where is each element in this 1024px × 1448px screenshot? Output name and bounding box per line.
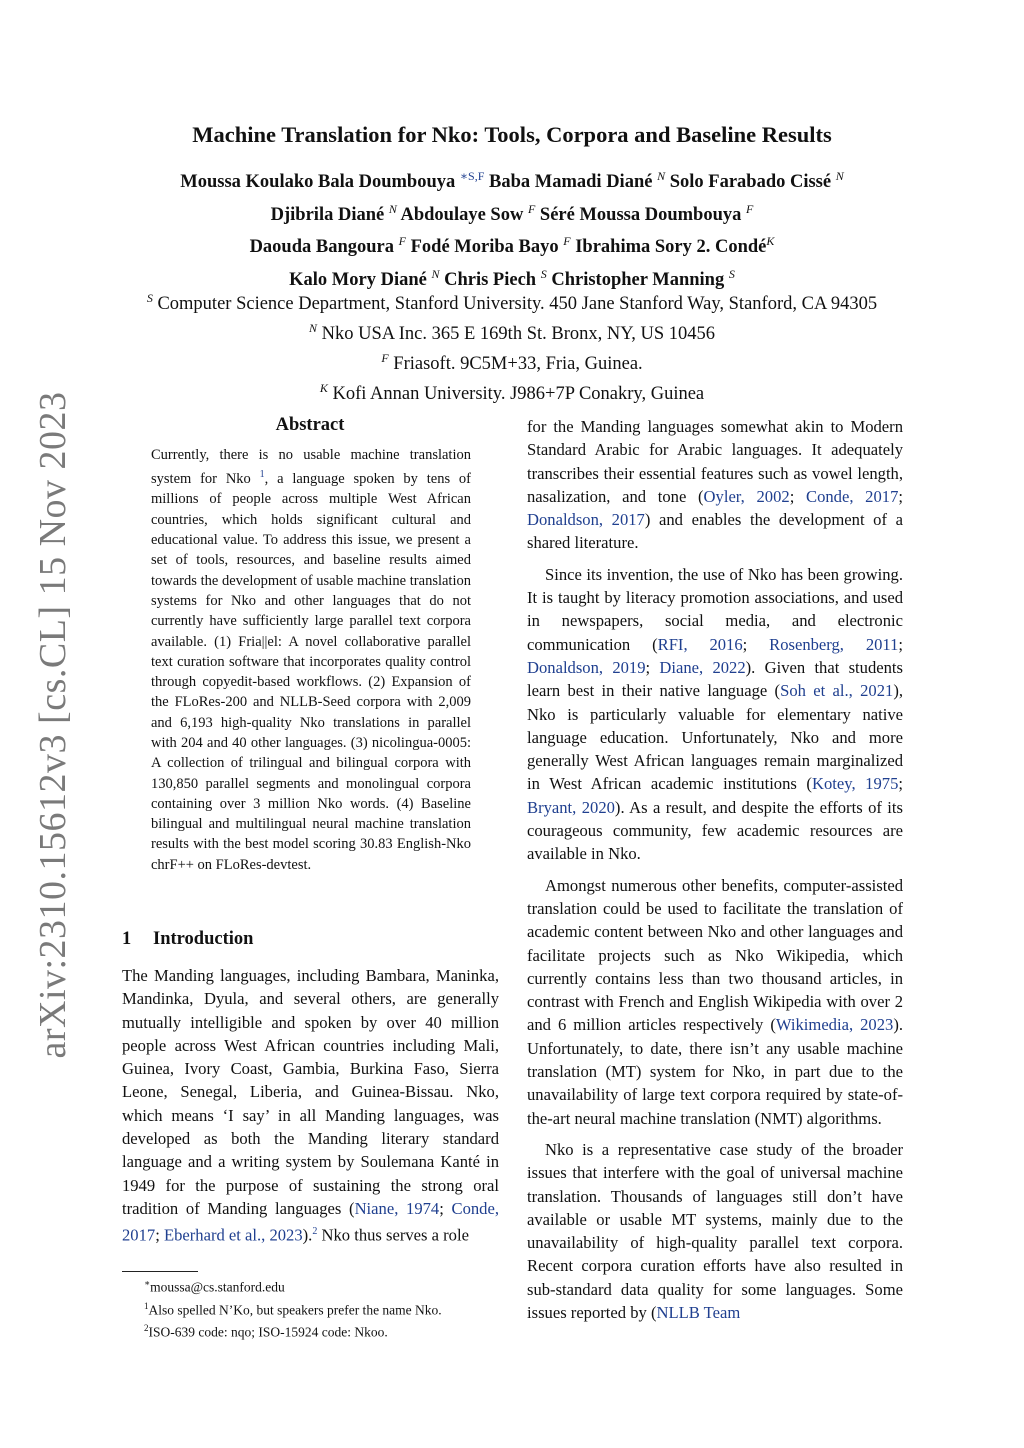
- author-affil-mark: ∗S,F: [459, 169, 485, 183]
- author-affil-mark: K: [766, 234, 775, 249]
- affiliation-friasoft: [0, 346, 1024, 376]
- footnote-ref[interactable]: 2: [312, 1226, 318, 1238]
- affiliation-mark: N: [309, 321, 318, 336]
- paragraph-text: ). As a result, and despite the efforts of its courageous community, few academic resources are available in Nko.: [527, 797, 903, 864]
- affiliation-text: Computer Science Department, Stanford University. 450 Jane Stanford Way, Stanford, CA 94305: [157, 294, 878, 315]
- author-affil-mark: N: [835, 169, 844, 183]
- paper-title: Machine Translation for Nko: Tools, Corpora and Baseline Results: [192, 122, 832, 147]
- author-affil-mark: N: [657, 169, 666, 183]
- citation-separator: ;: [898, 774, 903, 794]
- author-line-2: [0, 196, 1024, 229]
- paragraph-text: ).: [302, 1225, 313, 1245]
- paragraph: [527, 874, 903, 1130]
- right-column: [527, 415, 903, 1332]
- footnote-mark: ∗: [144, 1278, 151, 1288]
- paragraph-continuation: [527, 415, 903, 555]
- footnote-text: Also spelled N’Ko, but speakers prefer the name Nko.: [148, 1302, 442, 1317]
- abstract-heading: Abstract: [275, 415, 345, 435]
- citation-separator: ;: [898, 634, 904, 654]
- citation-link[interactable]: RFI, 2016: [657, 634, 743, 654]
- author-line-3: [0, 228, 1024, 261]
- affiliation-text: Friasoft. 9C5M+33, Fria, Guinea.: [393, 354, 643, 375]
- section-title: Introduction: [153, 929, 254, 949]
- citation-link[interactable]: NLLB Team: [656, 1302, 741, 1322]
- author: Séré Moussa Doumbouya: [539, 204, 742, 225]
- author: Baba Mamadi Diané: [489, 172, 653, 193]
- author-affil-mark: N: [431, 266, 440, 281]
- citation-link[interactable]: Conde, 2017: [806, 486, 899, 506]
- author: Djibrila Diané: [270, 204, 385, 225]
- author-affil-mark: F: [398, 234, 406, 249]
- citation-link[interactable]: Wikimedia, 2023: [775, 1015, 894, 1035]
- paragraph-text: ), Nko is particularly valuable for elementary native language education. Unfortunately, Nko and more generally West African languages remain marginalized in West African academic institutions (: [527, 681, 903, 794]
- paragraph-text: for the Manding languages somewhat akin to Modern Standard Arabic for Arabic languages. It adequately transcribes their essential features such as vowel length, nasalization, and tone (: [527, 417, 903, 506]
- footnote-text: moussa@cs.stanford.edu: [150, 1279, 285, 1295]
- paragraph-text: Nko is a representative case study of the broader issues that interfere with the goal of universal machine translation. Thousands of languages still don’t have available or usable MT systems, mainly due to the unavailability of high-quality parallel text corpora. Recent corpora curation efforts have also resulted in sub-standard data quality for some languages. Some issues reported by (: [527, 1139, 903, 1322]
- author: Ibrahima Sory 2. Condé: [575, 237, 767, 258]
- paragraph-text: Nko thus serves a role: [317, 1225, 469, 1245]
- author: Daouda Bangoura: [249, 237, 395, 258]
- affiliation-mark: F: [381, 351, 389, 366]
- footnote-mark: 2: [144, 1323, 149, 1333]
- citation-link[interactable]: Oyler, 2002: [703, 486, 790, 506]
- author-line-1: [0, 163, 1024, 196]
- arxiv-stamp: arXiv:2310.15612v3 [cs.CL] 15 Nov 2023: [32, 391, 74, 1059]
- paragraph: [527, 563, 903, 866]
- author: Abdoulaye Sow: [400, 204, 524, 225]
- affiliation-stanford: [0, 286, 1024, 316]
- citation-link[interactable]: Conde, 2017: [122, 1198, 499, 1245]
- affiliation-mark: S: [146, 291, 153, 305]
- author: Solo Farabado Cissé: [669, 172, 832, 193]
- affiliation-text: Kofi Annan University. J986+7P Conakry, Guinea: [332, 384, 705, 405]
- paragraph-text: ) and enables the development of a shared literature.: [527, 510, 903, 553]
- footnote-ref[interactable]: 1: [259, 469, 265, 481]
- footnote-1: [122, 1297, 502, 1320]
- author: Kalo Mory Diané: [289, 270, 427, 291]
- paragraph-text: Amongst numerous other benefits, computer-assisted translation could be used to facilitate the translation of academic content between Nko and other languages and facilitate projects such as Nko Wikipedia, which currently contains less than two thousand articles, in contrast with French and English Wikipedia with over 2 and 6 million articles respectively (: [527, 875, 903, 1035]
- citation-separator: ;: [439, 1198, 452, 1218]
- abstract-text: Currently, there is no usable machine translation system for Nko: [151, 447, 471, 488]
- author-affil-mark: F: [563, 234, 571, 249]
- affiliation-mark: K: [319, 381, 328, 396]
- affiliations: [0, 286, 1024, 407]
- paragraph-text: Since its invention, the use of Nko has been growing. It is taught by literacy promotion associations, and used in newspapers, social media, and electronic communication (: [527, 564, 903, 654]
- author: Fodé Moriba Bayo: [410, 237, 559, 258]
- citation-separator: ;: [789, 486, 807, 506]
- abstract-body: [151, 445, 471, 875]
- citation-separator: ;: [898, 486, 903, 506]
- author-affil-mark: N: [388, 201, 397, 216]
- citation-link[interactable]: Kotey, 1975: [811, 774, 899, 794]
- footnote-mark: 1: [144, 1300, 149, 1311]
- author: Chris Piech: [444, 270, 537, 291]
- citation-link[interactable]: Niane, 1974: [354, 1198, 440, 1218]
- author-affil-mark: F: [746, 201, 754, 216]
- citation-link[interactable]: Soh et al., 2021: [780, 681, 894, 701]
- abstract-text: , a language spoken by tens of millions of people across multiple West African countries, which holds significant cultural and educational value. To address this issue, we present a set of tools, resources, and baseline results aimed towards the development of usable machine translation systems for Nko and other languages that do not currently have sufficiently large parallel text corpora available. (1) Fria||el: A novel collaborative parallel text curation software that incorporates quality control through copyedit-based workflows. (2) Expansion of the FLoRes-200 and NLLB-Seed corpora with 2,009 and 6,193 high-quality Nko translations in parallel with 204 and 40 other languages. (3) nicolingua-0005: A collection of trilingual and bilingual corpora with 130,850 parallel segments and monolingual corpora containing over 3 million Nko words. (4) Baseline bilingual and multilingual neural machine translation results with the best model scoring 30.83 English-Nko chrF++ on FLoRes-devtest.: [151, 471, 471, 873]
- affiliation-text: Nko USA Inc. 365 E 169th St. Bronx, NY, US 10456: [321, 324, 715, 345]
- author-affil-mark: S: [540, 266, 547, 281]
- author: Moussa Koulako Bala Doumbouya: [180, 172, 456, 193]
- affiliation-nko-usa: [0, 316, 1024, 346]
- citation-separator: ;: [645, 657, 660, 677]
- affiliation-kofi-annan: [0, 376, 1024, 406]
- author: Christopher Manning: [551, 270, 725, 291]
- paragraph-text: The Manding languages, including Bambara, Maninka, Mandinka, Dyula, and several others, are generally mutually intelligible and spoken by over 40 million people across West African countries including Mali, Guinea, Ivory Coast, Gambia, Burkina Faso, Sierra Leone, Senegal, Liberia, and Guinea-Bissau. Nko, which means ‘I say’ in all Manding languages, was developed as both the Manding literary standard language and a writing system by Soulemana Kanté in 1949 for the purpose of sustaining the strong oral tradition of Manding languages (: [122, 966, 499, 1218]
- citation-link[interactable]: Bryant, 2020: [527, 797, 615, 817]
- footnote-divider: [122, 1271, 198, 1272]
- footnotes: [122, 1274, 502, 1342]
- author-affil-mark: F: [527, 201, 536, 216]
- citation-separator: ;: [155, 1225, 164, 1245]
- intro-paragraph: [122, 964, 499, 1247]
- footnote-email: [122, 1274, 502, 1297]
- citation-link[interactable]: Eberhard et al., 2023: [163, 1225, 303, 1245]
- paragraph-text: ). Given that students learn best in their native language (: [527, 657, 903, 701]
- citation-link[interactable]: Donaldson, 2017: [527, 510, 645, 530]
- section-number: 1: [122, 929, 132, 949]
- footnote-text: ISO-639 code: nqo; ISO-15924 code: Nkoo.: [148, 1324, 388, 1340]
- author-affil-mark: S: [728, 266, 735, 281]
- author-list: [0, 163, 1024, 294]
- section-heading: [122, 929, 253, 950]
- citation-link[interactable]: Rosenberg, 2011: [769, 634, 899, 654]
- paragraph-text: ). Unfortunately, to date, there isn’t any usable machine translation (MT) system for Nko, in part due to the unavailability of large text corpora required by state-of-the-art neural machine translation (NMT) algorithms.: [527, 1015, 903, 1128]
- paragraph: [527, 1138, 903, 1324]
- footnote-2: [122, 1319, 502, 1342]
- citation-separator: ;: [742, 634, 770, 654]
- citation-link[interactable]: Donaldson, 2019: [527, 657, 646, 677]
- citation-link[interactable]: Diane, 2022: [659, 657, 746, 677]
